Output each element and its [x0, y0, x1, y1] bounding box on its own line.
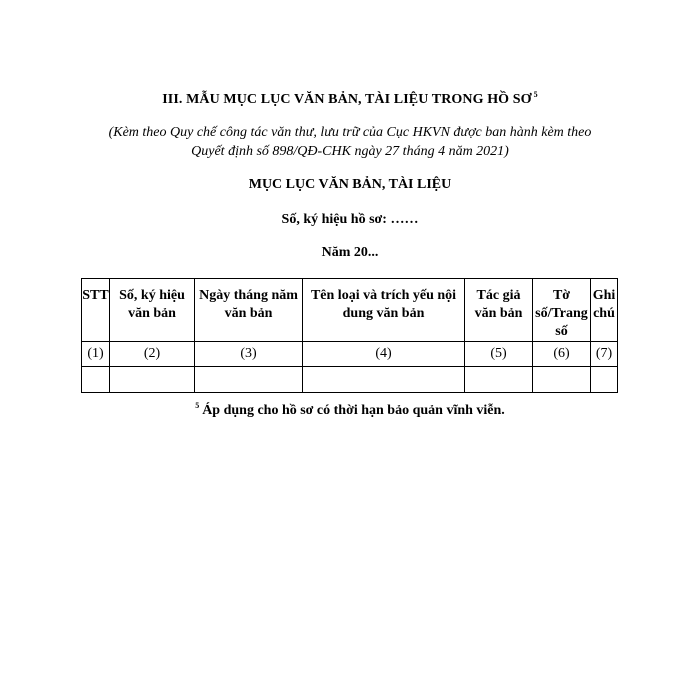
- empty-cell: [303, 367, 465, 393]
- heading-text: III. MẪU MỤC LỤC VĂN BẢN, TÀI LIỆU TRONG HỒ SƠ: [162, 92, 532, 107]
- column-number-cell: (5): [465, 342, 533, 367]
- index-table: [81, 278, 618, 393]
- empty-cell: [465, 367, 533, 393]
- empty-table-row: [82, 367, 618, 393]
- document-subtitle: [0, 123, 700, 161]
- table-header-row: [82, 279, 618, 342]
- footnote-text: Áp dụng cho hồ sơ có thời hạn bảo quản vĩnh viễn.: [202, 403, 505, 418]
- column-number-cell: (3): [195, 342, 303, 367]
- column-number-cell: (7): [591, 342, 618, 367]
- subtitle-line-1: (Kèm theo Quy chế công tác văn thư, lưu trữ của Cục HKVN được ban hành kèm theo: [108, 125, 592, 140]
- footnote: [0, 401, 700, 419]
- empty-cell: [110, 367, 195, 393]
- column-number-cell: (4): [303, 342, 465, 367]
- subtitle-line-2: Quyết định số 898/QĐ-CHK ngày 27 tháng 4 năm 2021): [191, 144, 509, 159]
- empty-cell: [82, 367, 110, 393]
- document-title: MỤC LỤC VĂN BẢN, TÀI LIỆU: [248, 177, 452, 192]
- header-cell-doc-summary: Tên loại và trích yếu nội dung văn bản: [303, 279, 465, 342]
- header-cell-author: Tác giả văn bản: [465, 279, 533, 342]
- header-cell-note: Ghi chú: [591, 279, 618, 342]
- header-cell-doc-number: Số, ký hiệu văn bản: [110, 279, 195, 342]
- column-number-cell: (2): [110, 342, 195, 367]
- empty-cell: [195, 367, 303, 393]
- year-line: Năm 20...: [321, 245, 379, 260]
- header-cell-sheet-page: Tờ số/Trang số: [533, 279, 591, 342]
- column-number-cell: (6): [533, 342, 591, 367]
- empty-cell: [533, 367, 591, 393]
- column-number-cell: (1): [82, 342, 110, 367]
- column-number-row: [82, 342, 618, 367]
- header-cell-doc-date: Ngày tháng năm văn bản: [195, 279, 303, 342]
- document-heading: [0, 90, 700, 108]
- heading-footnote-mark: 5: [533, 90, 538, 99]
- footnote-mark: 5: [195, 401, 200, 410]
- header-cell-stt: STT: [82, 279, 110, 342]
- empty-cell: [591, 367, 618, 393]
- file-code-line: Số, ký hiệu hồ sơ: ……: [281, 212, 419, 227]
